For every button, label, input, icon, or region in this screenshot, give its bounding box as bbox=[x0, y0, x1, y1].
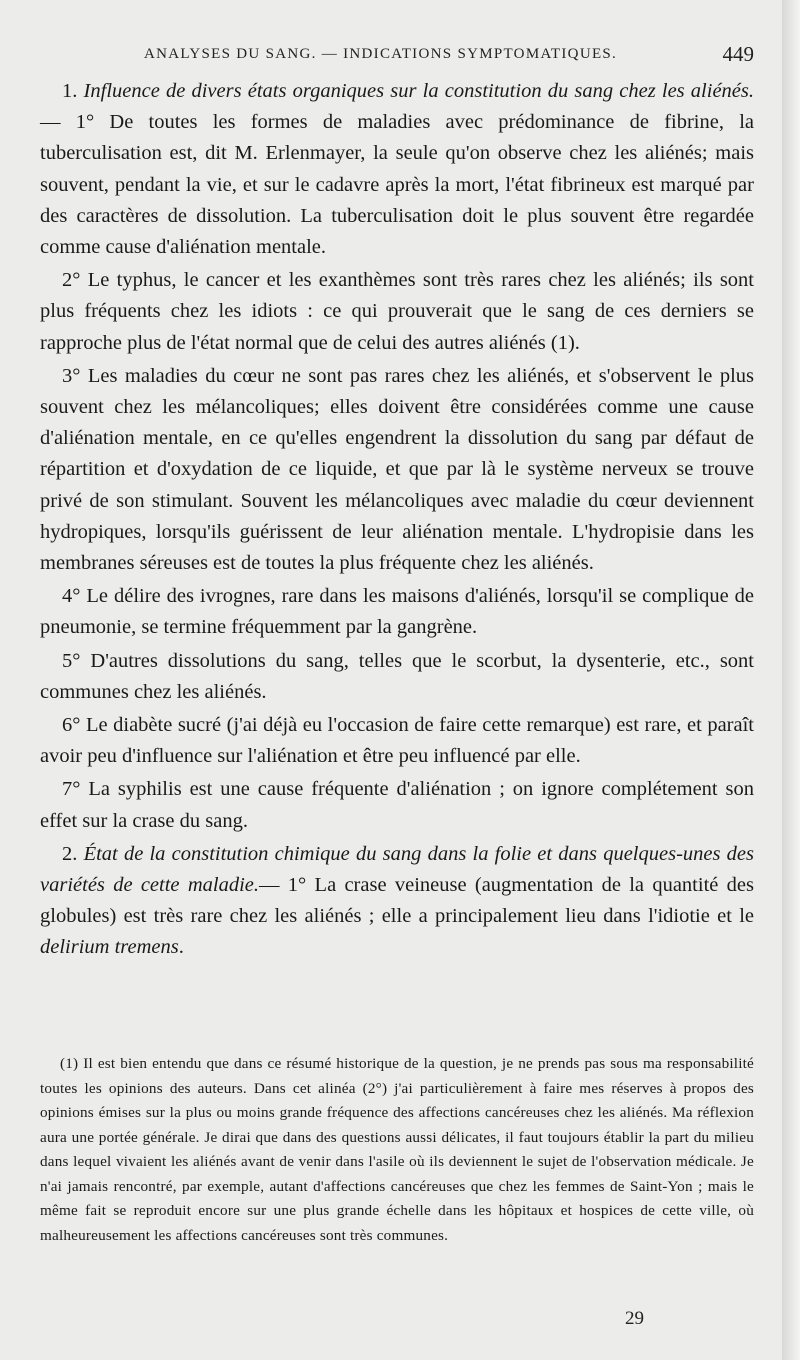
section-1-number: 1. bbox=[62, 80, 78, 102]
main-text bbox=[40, 76, 754, 966]
footnote bbox=[40, 1052, 754, 1248]
footnote-text: (1) Il est bien entendu que dans ce résumé historique de la question, je ne prends pas sous ma responsabilité toutes les opinions des auteurs. Dans cet alinéa (2°) j'ai particulièrement à faire mes réserves à propos des opinions émises sur la plus ou moins grande fréquence des affections cancéreuses chez les aliénés. Ma réflexion aura une portée générale. Je dirai que dans des questions aussi délicates, il faut toujours établir la part du milieu dans lequel vivaient les aliénés avant de venir dans l'asile où ils deviennent le sujet de l'observation médicale. Je n'ai jamais rencontré, par exemple, autant d'affections cancéreuses que chez les femmes de Saint-Yon ; mais le même fait se reproduit encore sur une plus grande échelle dans les hôpitaux et hospices de cette ville, où malheureusement les affections cancéreuses sont très communes. bbox=[40, 1055, 754, 1244]
paragraph-2: 2° Le typhus, le cancer et les exanthèmes sont très rares chez les aliénés; ils sont plus fréquents chez les idiots : ce qui prouverait que le sang de ces derniers se rapproche plus de l'état normal que de celui des autres aliénés (1). bbox=[40, 269, 754, 354]
section-2-italic-term: delirium tremens bbox=[40, 936, 179, 959]
page-number: 449 bbox=[722, 42, 754, 66]
page-edge bbox=[782, 0, 800, 1360]
running-title: ANALYSES DU SANG. — INDICATIONS SYMPTOMATIQUES. bbox=[144, 46, 618, 62]
section-2-text: — 1° La crase veineuse (augmentation de la quantité des globules) est très rare chez les aliénés ; elle a principalement lieu dans l'idiotie et le bbox=[40, 874, 754, 928]
paragraph-5: 5° D'autres dissolutions du sang, telles que le scorbut, la dysenterie, etc., sont communes chez les aliénés. bbox=[40, 649, 754, 703]
section-1-title: Influence de divers états organiques sur la constitution du sang chez les aliénés. bbox=[83, 80, 755, 102]
section-2-text-end: . bbox=[178, 936, 184, 959]
paragraph-6: 6° Le diabète sucré (j'ai déjà eu l'occasion de faire cette remarque) est rare, et paraît avoir peu d'influence sur l'aliénation et être peu influencé par elle. bbox=[40, 714, 754, 768]
paragraph-3: 3° Les maladies du cœur ne sont pas rares chez les aliénés, et s'observent le plus souvent chez les mélancoliques; elles doivent être considérées comme une cause d'aliénation mentale, en ce qu'elles engendrent la dissolution du sang par défaut de répartition et d'oxydation de ce liquide, et que par là le système nerveux se trouve privé de son stimulant. Souvent les mélancoliques avec maladie du cœur deviennent hydropiques, lorsqu'ils guérissent de leur aliénation mentale. L'hydropisie dans les membranes séreuses est de toutes la plus fréquente chez les aliénés. bbox=[40, 364, 754, 575]
section-2-title: État de la constitution chimique du sang dans la folie et dans quelques-unes des variétés de cette maladie. bbox=[40, 842, 754, 897]
paragraph-section-2 bbox=[40, 839, 754, 964]
section-2-number: 2. bbox=[62, 842, 78, 865]
signature-mark: 29 bbox=[625, 1308, 644, 1329]
page-header bbox=[40, 44, 754, 70]
paragraph-4: 4° Le délire des ivrognes, rare dans les maisons d'aliénés, lorsqu'il se complique de pneumonie, se termine fréquemment par la gangrène. bbox=[40, 585, 754, 639]
paragraph-1-text: — 1° De toutes les formes de maladies avec prédominance de fibrine, la tuberculisation est, dit M. Erlenmayer, la seule qu'on observe chez les aliénés; mais souvent, pendant la vie, et sur le cadavre après la mort, l'état fibrineux est marqué par des caractères de dissolution. La tuberculisation doit le plus souvent être regardée comme cause d'aliénation mentale. bbox=[40, 111, 754, 259]
paragraph-section-1 bbox=[40, 76, 754, 263]
paragraph-7: 7° La syphilis est une cause fréquente d'aliénation ; on ignore complétement son effet sur la crase du sang. bbox=[40, 778, 754, 832]
